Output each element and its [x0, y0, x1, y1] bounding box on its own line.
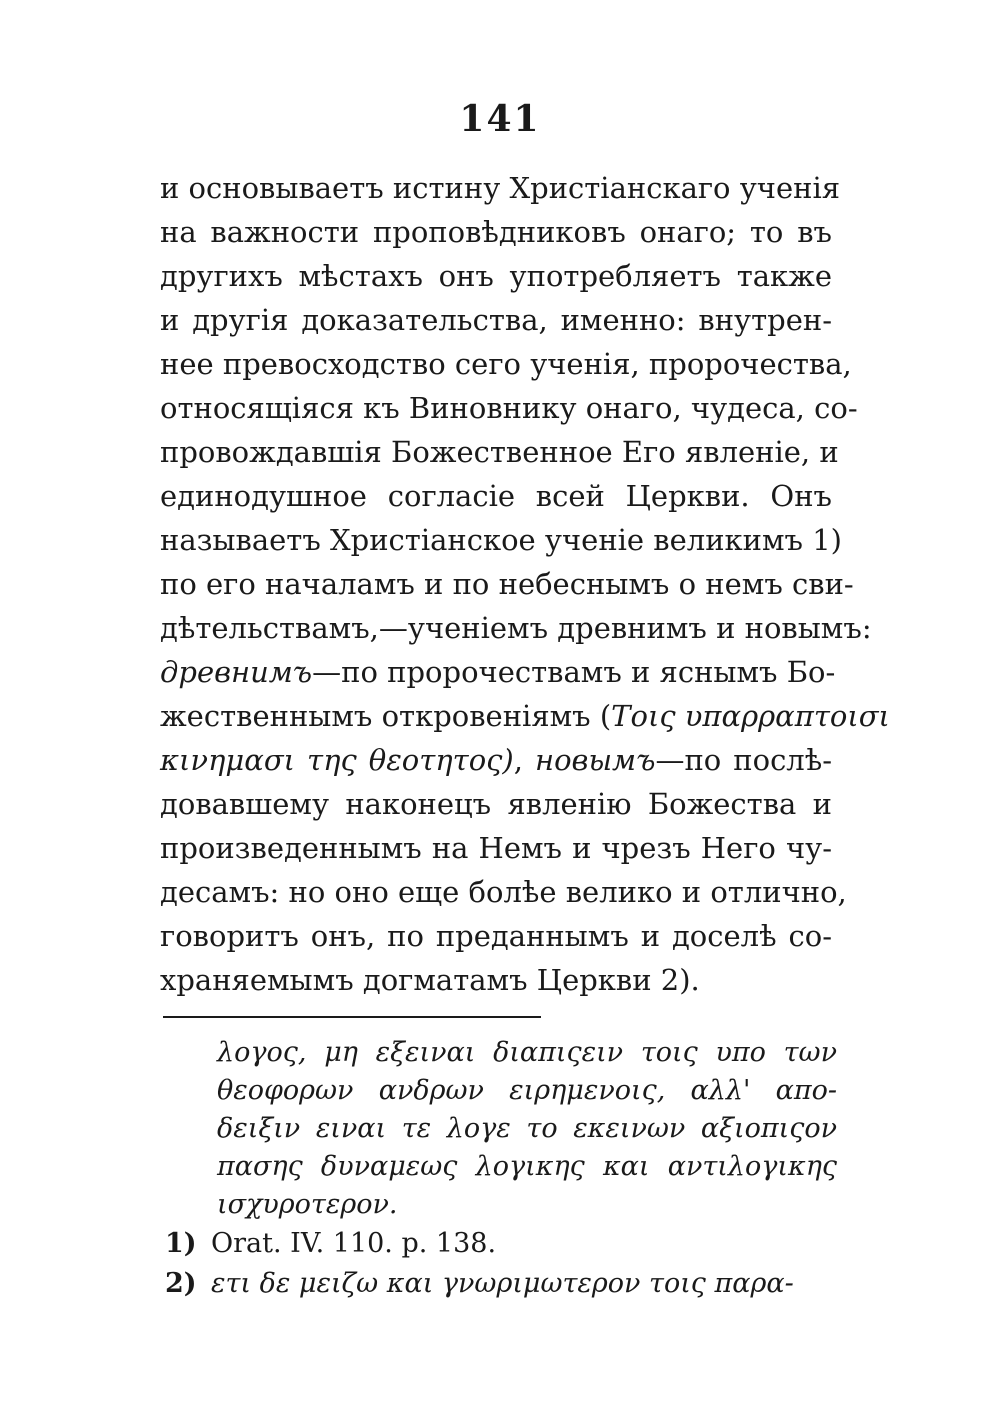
greek-line: πασης δυναμεως λογικης και αντιλογικης — [217, 1151, 837, 1182]
page-number: 141 — [459, 98, 541, 140]
text-line: храняемымъ догматамъ Церкви 2). — [160, 963, 700, 997]
text-line — [160, 650, 836, 694]
text-line: провождавшія Божественное Его явленіе, и — [160, 435, 839, 469]
text-line: на важности проповѣдниковъ онаго; то въ — [160, 215, 832, 249]
greek-line: λογος, μη εξειναι διαπιςειν τοις υπο των — [217, 1037, 837, 1068]
greek-quote: κινημασι της θεοτητος) — [160, 743, 514, 777]
italic-word: новымъ — [535, 743, 656, 777]
footnotes — [165, 1034, 837, 1304]
footnote-2 — [165, 1264, 837, 1304]
footnote-marker: 1) — [165, 1228, 197, 1259]
main-text — [160, 166, 890, 1002]
text-line: называетъ Христіанское ученіе великимъ 1) — [160, 523, 842, 557]
text-line: единодушное согласіе всей Церкви. Онъ — [160, 479, 832, 513]
greek-line: ισχυροτερον. — [217, 1189, 398, 1220]
line-rest: —по пророчествамъ и яснымъ Бо- — [312, 655, 836, 689]
greek-line: θεοφορων ανδρων ειρημενοις, αλλ' απο- — [217, 1075, 837, 1106]
text-line: говоритъ онъ, по преданнымъ и доселѣ со- — [160, 919, 832, 953]
text-line — [160, 738, 832, 782]
footnote-marker: 2) — [165, 1268, 197, 1299]
greek-line: δειξιν ειναι τε λογε το εκεινων αξιοπιςον — [217, 1113, 837, 1144]
text-line: произведеннымъ на Немъ и чрезъ Него чу- — [160, 831, 832, 865]
text-line: относящіяся къ Виновнику онаго, чудеса, со- — [160, 391, 858, 425]
text-line: и основываетъ истину Христіанскаго ученія — [160, 171, 841, 205]
separator: , — [513, 743, 535, 777]
greek-quote: Τοις υπαρραπτοισι — [611, 699, 890, 733]
footnote-divider — [163, 1016, 541, 1018]
footnote-continuation — [165, 1034, 837, 1224]
text-line: довавшему наконецъ явленію Божества и — [160, 787, 832, 821]
line-rest: —по послѣ- — [655, 743, 833, 777]
text-line: нее превосходство сего ученія, пророчества, — [160, 347, 852, 381]
text-line: десамъ: но оно еще болѣе велико и отлично, — [160, 875, 847, 909]
text-line: другихъ мѣстахъ онъ употребляетъ также — [160, 259, 832, 293]
italic-word: древнимъ — [160, 655, 313, 689]
line-plain: жественнымъ откровеніямъ ( — [160, 699, 612, 733]
footnote-1 — [165, 1224, 837, 1264]
text-line: и другія доказательства, именно: внутрен- — [160, 303, 832, 337]
footnote-text: ετι δε μειζω και γνωριμωτερον τοις παρα- — [211, 1268, 794, 1299]
text-line — [160, 694, 890, 738]
text-line: по его началамъ и по небеснымъ о немъ сви- — [160, 567, 854, 601]
footnote-text: Orat. IV. 110. p. 138. — [211, 1228, 497, 1259]
text-line: дѣтельствамъ,—ученіемъ древнимъ и новымъ: — [160, 611, 872, 645]
